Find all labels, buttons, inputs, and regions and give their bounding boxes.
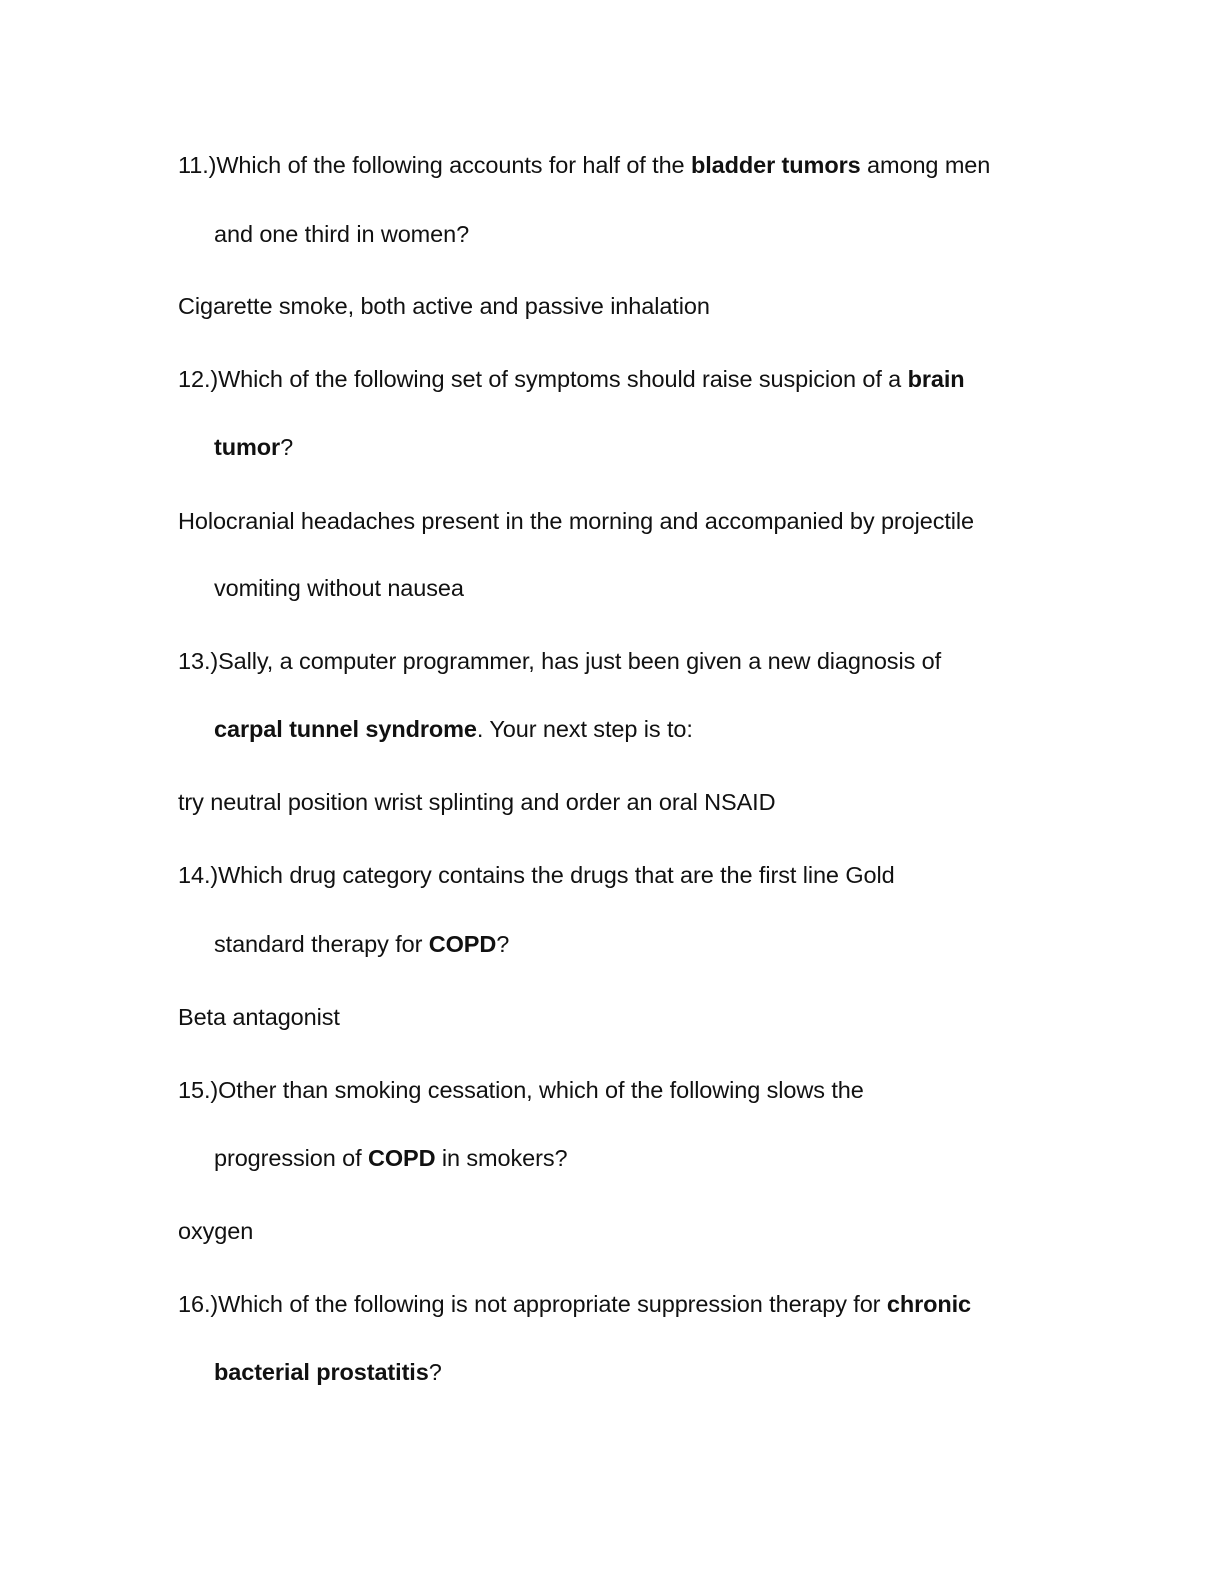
answer-12-line-2 (214, 573, 464, 603)
answer-text: Beta antagonist (178, 1004, 340, 1030)
answer-text: Holocranial headaches present in the morning and accompanied by projectile (178, 508, 975, 534)
answer-14 (178, 1002, 340, 1032)
question-15-line-1 (178, 1075, 864, 1105)
question-text: 13.)Sally, a computer programmer, has just been given a new diagnosis of (178, 648, 942, 674)
question-11-line-1 (178, 150, 990, 180)
question-keyword: bladder tumors (690, 152, 861, 178)
question-12-line-1 (178, 364, 965, 394)
question-text: ? (428, 1359, 442, 1385)
answer-12-line-1 (178, 506, 974, 536)
question-keyword: carpal tunnel syndrome (214, 716, 477, 742)
question-16-line-2 (214, 1357, 442, 1387)
question-keyword: COPD (367, 1145, 436, 1171)
answer-text: Cigarette smoke, both active and passive inhalation (178, 293, 710, 319)
question-keyword: tumor (214, 434, 281, 460)
answer-text: try neutral position wrist splinting and order an oral NSAID (178, 789, 776, 815)
question-15-line-2 (214, 1143, 567, 1173)
question-keyword: chronic (886, 1291, 972, 1317)
question-text: standard therapy for (214, 931, 429, 957)
answer-13 (178, 787, 775, 817)
question-13-line-1 (178, 646, 941, 676)
question-text: . Your next step is to: (476, 716, 693, 742)
question-keyword: COPD (428, 931, 497, 957)
question-11-line-2 (214, 219, 469, 249)
question-14-line-1 (178, 860, 895, 890)
question-text: 15.)Other than smoking cessation, which of the following slows the (178, 1077, 864, 1103)
question-text: 14.)Which drug category contains the drugs that are the first line Gold (178, 862, 895, 888)
answer-text: vomiting without nausea (214, 575, 464, 601)
answer-15 (178, 1216, 253, 1246)
question-text: 16.)Which of the following is not appropriate suppression therapy for (178, 1291, 887, 1317)
question-text: ? (280, 434, 294, 460)
question-text: 11.)Which of the following accounts for half of the (178, 152, 691, 178)
question-13-line-2 (214, 714, 693, 744)
question-text: in smokers? (435, 1145, 568, 1171)
question-12-line-2 (214, 432, 293, 462)
question-text: ? (496, 931, 510, 957)
answer-11 (178, 291, 710, 321)
question-keyword: bacterial prostatitis (214, 1359, 429, 1385)
question-text: and one third in women? (214, 221, 470, 247)
question-text: progression of (214, 1145, 368, 1171)
question-14-line-2 (214, 929, 509, 959)
answer-text: oxygen (178, 1218, 254, 1244)
question-keyword: brain (907, 366, 965, 392)
question-16-line-1 (178, 1289, 971, 1319)
question-text: among men (860, 152, 991, 178)
question-text: 12.)Which of the following set of symptoms should raise suspicion of a (178, 366, 908, 392)
